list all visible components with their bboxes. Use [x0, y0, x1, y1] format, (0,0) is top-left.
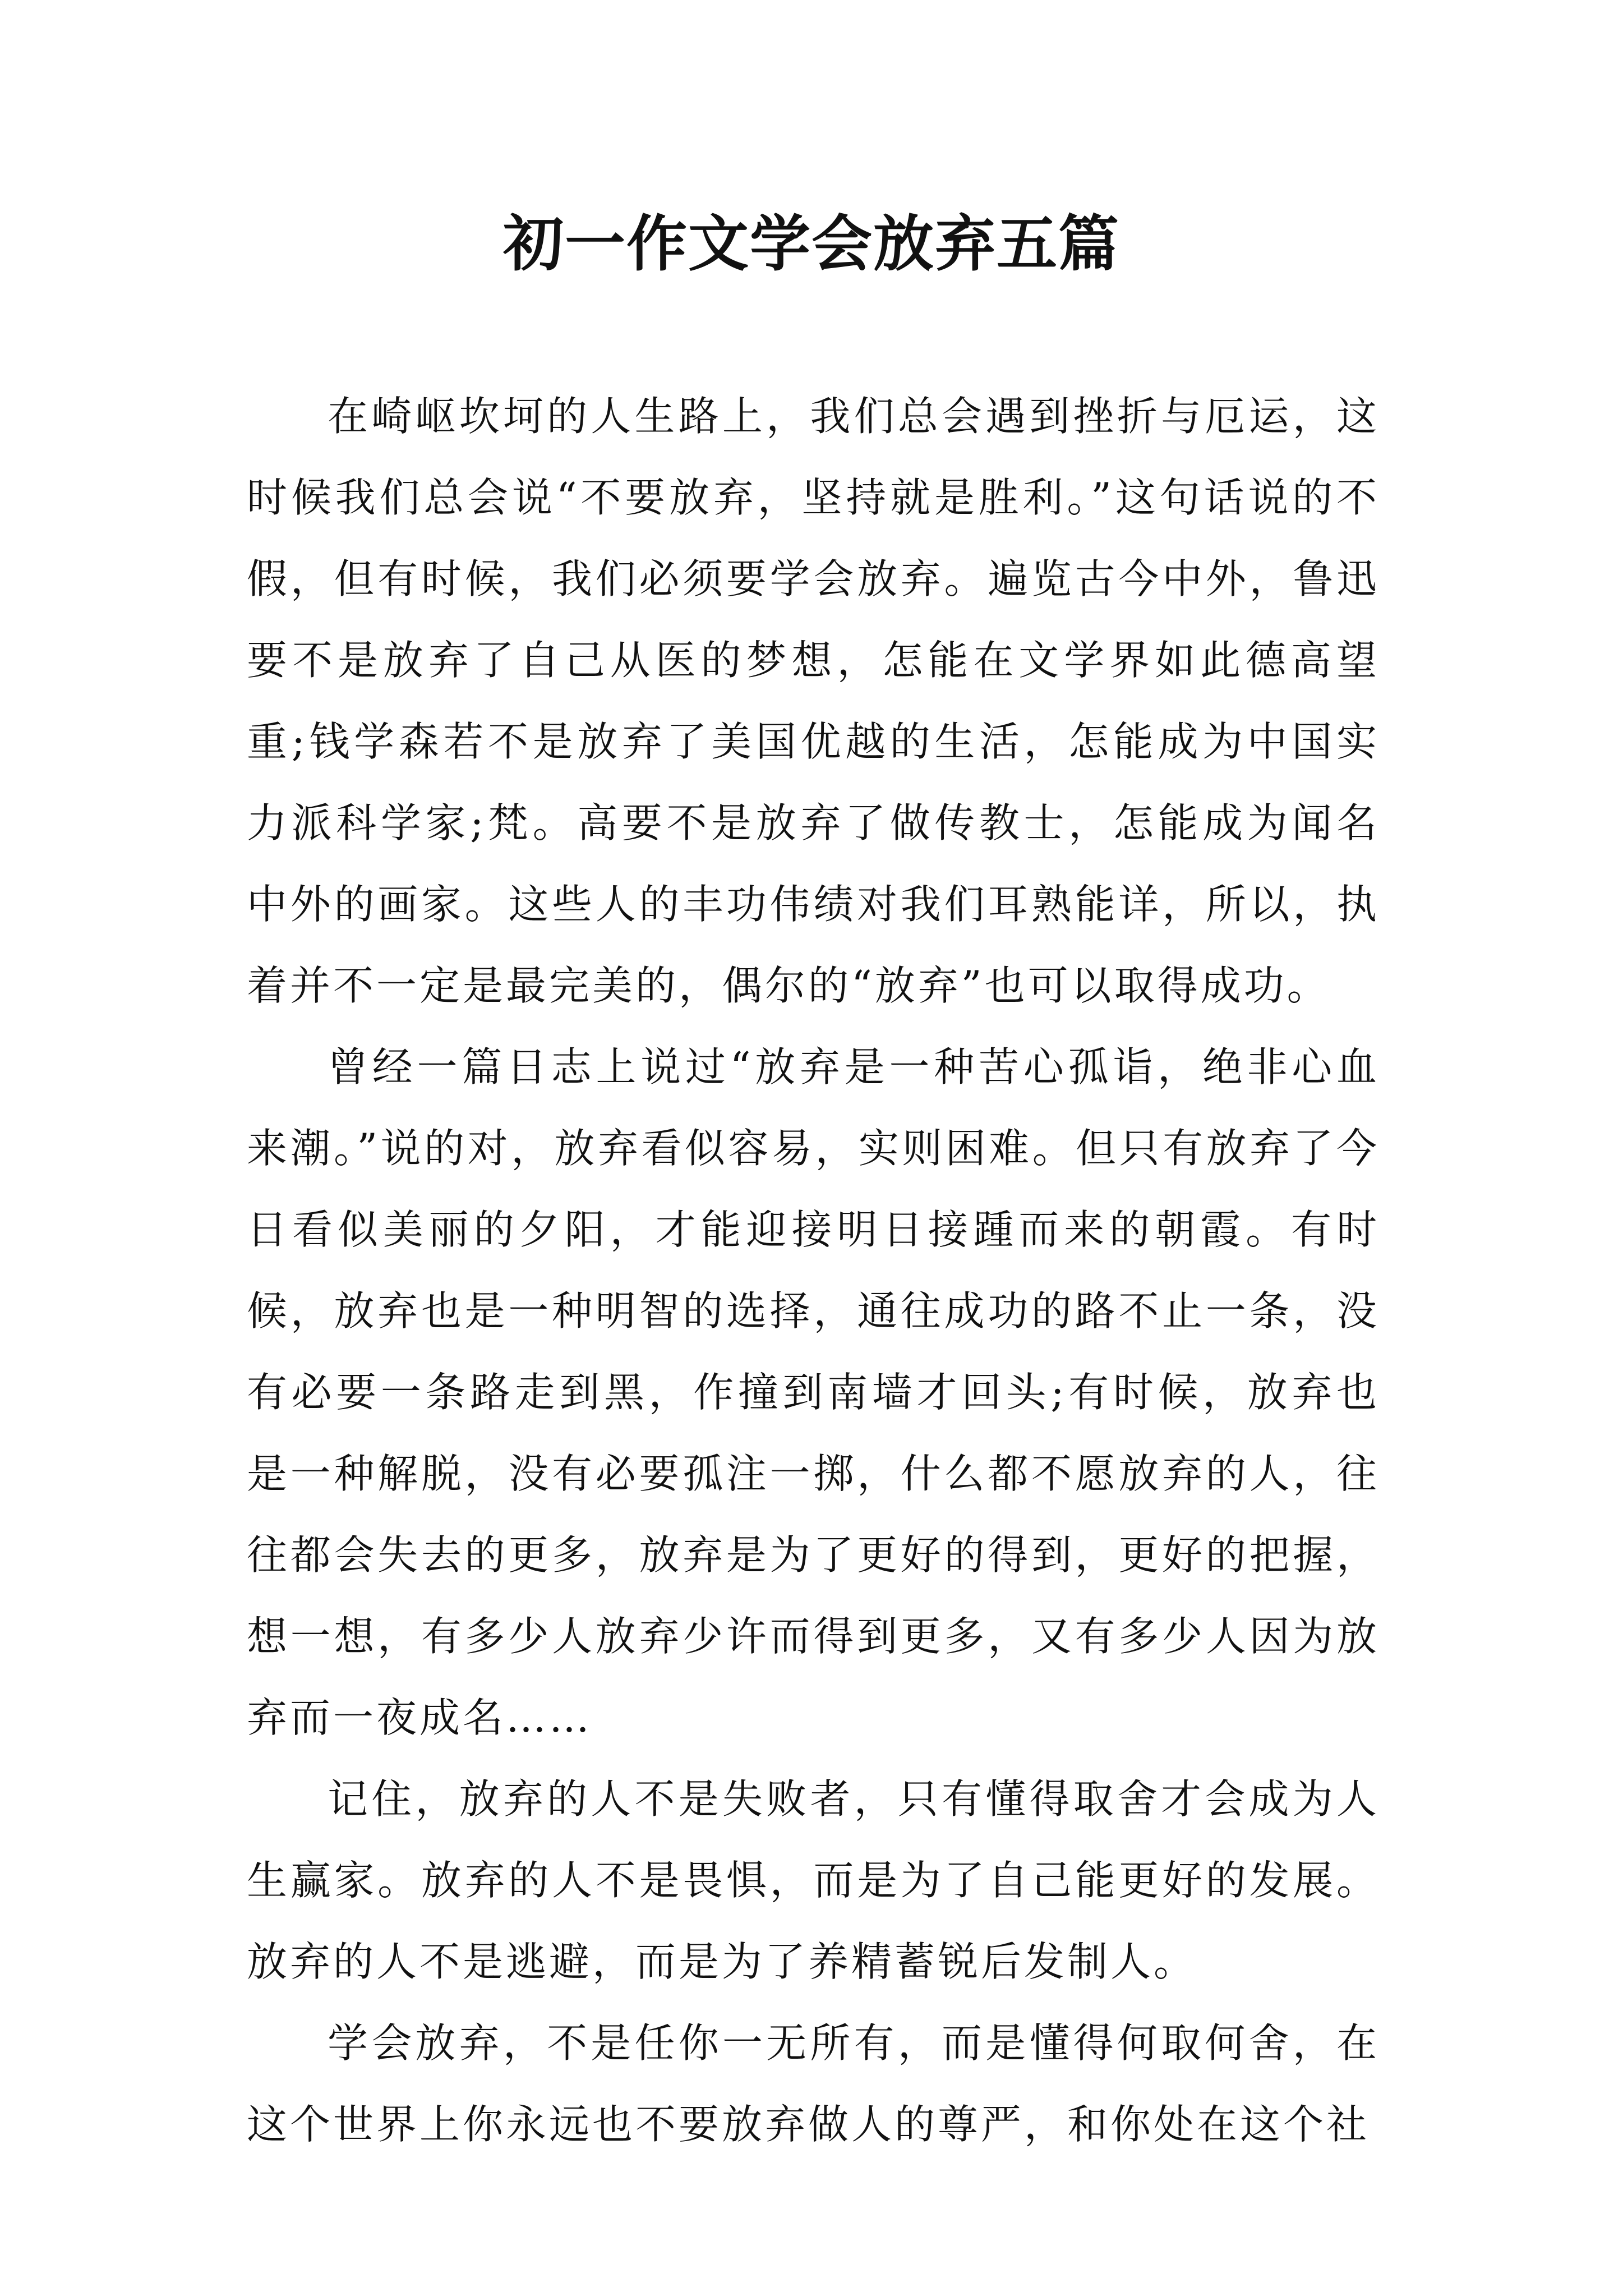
paragraph: 曾经一篇日志上说过“放弃是一种苦心孤诣，绝非心血来潮。”说的对，放弃看似容易，实则困难。但只有放弃了今日看似美丽的夕阳，才能迎接明日接踵而来的朝霞。有时候，放弃也是一种明智的选择，通往成功的路不止一条，没有必要一条路走到黑，作撞到南墙才回头;有时候，放弃也是一种解脱，没有必要孤注一掷，什么都不愿放弃的人，往往都会失去的更多，放弃是为了更好的得到，更好的把握，想一想，有多少人放弃少许而得到更多，又有多少人因为放弃而一夜成名…… [247, 1043, 1380, 1741]
paragraph: 在崎岖坎坷的人生路上，我们总会遇到挫折与厄运，这时候我们总会说“不要放弃，坚持就是胜利。”这句话说的不假，但有时候，我们必须要学会放弃。遍览古今中外，鲁迅要不是放弃了自己从医的梦想，怎能在文学界如此德高望重;钱学森若不是放弃了美国优越的生活，怎能成为中国实力派科学家;梵。高要不是放弃了做传教士，怎能成为闻名中外的画家。这些人的丰功伟绩对我们耳熟能详，所以，执着并不一定是最完美的，偶尔的“放弃”也可以取得成功。 [247, 393, 1380, 1009]
paragraph: 记住，放弃的人不是失败者，只有懂得取舍才会成为人生赢家。放弃的人不是畏惧，而是为了自己能更好的发展。放弃的人不是逃避，而是为了养精蓄锐后发制人。 [247, 1775, 1380, 1985]
paragraph: 学会放弃，不是任你一无所有，而是懂得何取何舍，在这个世界上你永远也不要放弃做人的尊严，和你处在这个社 [247, 2019, 1380, 2148]
document-body [247, 376, 1380, 2165]
document-title: 初一作文学会放弃五篇 [502, 209, 1120, 279]
